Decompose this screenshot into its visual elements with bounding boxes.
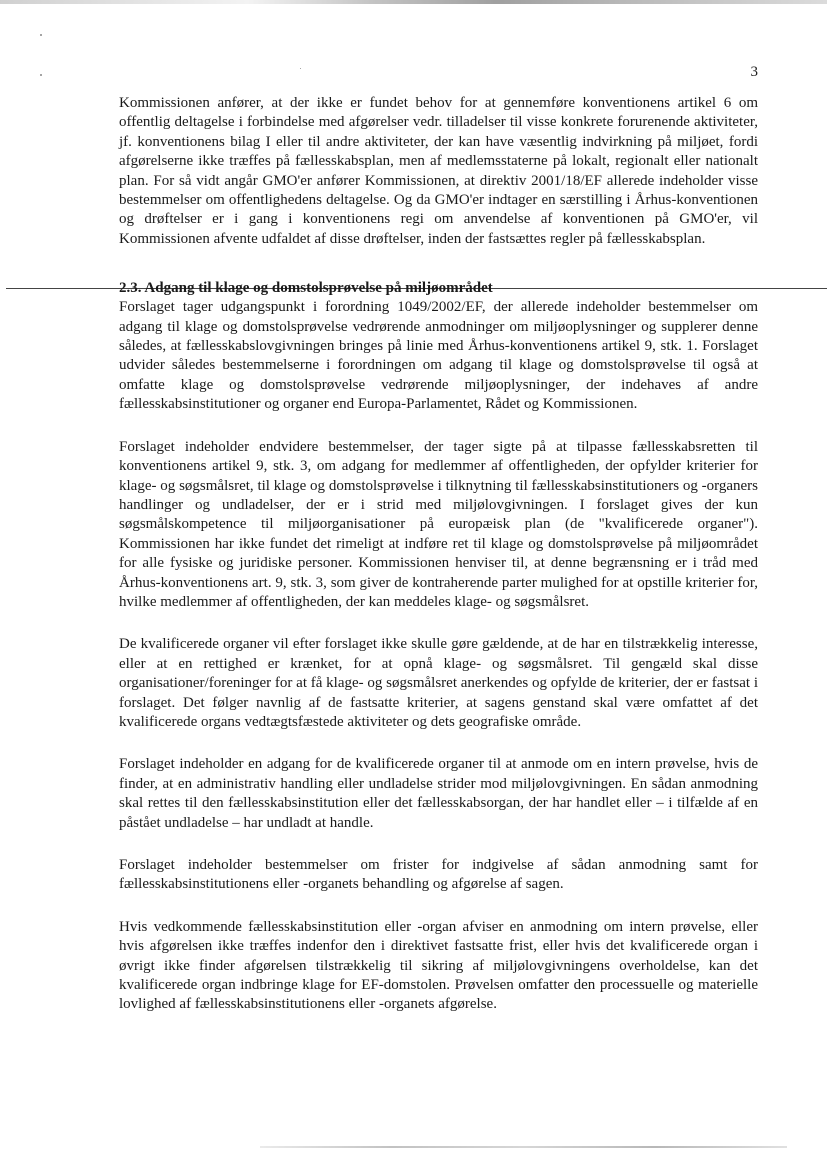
paragraph: De kvalificerede organer vil efter forslaget ikke skulle gøre gældende, at de har en tilstrækkelig interesse, eller at en rettighed er krænket, for at opnå klage- og søgsmålsret. Til gengæld skal disse organisationer/foreninger for at få klage- og søgsmålsret anerkendes og opfylde de kriterier, der er fastsat i forslaget. Det følger navnlig af de fastsatte kriterier, at sagens genstand skal være omfattet af det kvalificerede organs vedtægtsfæstede aktiviteter og dets geografiske område. (119, 636, 758, 730)
scan-edge-top (0, 0, 827, 4)
scan-speck (40, 34, 42, 36)
document-body (119, 94, 758, 1038)
paragraph: Forslaget indeholder bestemmelser om frister for indgivelse af sådan anmodning samt for fællesskabsinstitutionens eller -organets behandling og afgørelse af sagen. (119, 857, 758, 893)
scan-speck (40, 74, 42, 76)
paragraph: Hvis vedkommende fællesskabsinstitution eller -organ afviser en anmodning om intern prøvelse, eller hvis afgørelsen ikke træffes indenfor den i direktivet fastsatte frist, eller hvis det kvalificerede organ i øvrigt ikke finder afgørelsen tilstrækkelig til sikring af miljølovgivningens overholdelse, kan det kvalificerede organ indbringe klage for EF-domstolen. Prøvelsen omfatter den processuelle og materielle lovlighed af fællesskabsinstitutionens eller -organets afgørelse. (119, 918, 758, 1013)
paragraph-gmo: Kommissionen anfører, at der ikke er fundet behov for at gennemføre konventionens artikel 6 om offentlig deltagelse i forbindelse med afgørelser vedr. tilladelser til visse konkrete forurenende aktiviteter, jf. konventionens bilag I eller til andre aktiviteter, der kan have væsentlig indvirkning på miljøet, fordi afgørelserne ikke træffes på fællesskabsplan, men af medlemsstaterne på lokalt, regionalt eller nationalt plan. For så vidt angår GMO'er anfører Kommissionen, at direktiv 2001/18/EF allerede indeholder visse bestemmelser om offentlighedens deltagelse. Og da GMO'er indtager en særstilling i Århus-konventionen og drøftelser er i gang i konventionens regi om anvendelse af konventionen på GMO'er, vil Kommissionen afvente udfaldet af disse drøftelser, inden der fastsættes regler på fællesskabsplan. (119, 95, 758, 247)
section-2-3 (119, 279, 758, 1015)
paragraph: Forslaget indeholder en adgang for de kvalificerede organer til at anmode om en intern prøvelse, hvis de finder, at en administrativ handling eller undladelse strider mod miljølovgivningen. En sådan anmodning skal rettes til den fællesskabsinstitution eller det fællesskabsorgan, der har handlet eller – i tilfælde af en påstået undladelse – har undladt at handle. (119, 756, 758, 831)
paragraph: Forslaget indeholder endvidere bestemmelser, der tager sigte på at tilpasse fællesskabsretten til konventionens artikel 9, stk. 3, om adgang for medlemmer af offentligheden, der opfylder kriterier for klage- og søgsmålsret, til klage og domstolsprøvelse i tilknytning til fællesskabsinstitutioners og -organers handlinger og undladelser, der er i strid med miljølovgivningen. I forslaget gives der kun søgsmålskompetence til miljøorganisationer på europæisk plan (de "kvalificerede organer"). Kommissionen har ikke fundet det rimeligt at indføre ret til klage og domstolsprøvelse på miljøområdet for alle fysiske og juridiske personer. Kommissionen henviser til, at denne begrænsning er i tråd med Århus-konventionens art. 9, stk. 3, som giver de kontraherende parter mulighed for at opstille kriterier for, hvilke medlemmer af offentligheden, der kan meddeles klage- og søgsmålsret. (119, 438, 758, 610)
section-heading (119, 279, 758, 298)
scan-edge-bottom (260, 1146, 787, 1148)
section-heading-text: 2.3. Adgang til klage og domstolsprøvelse på miljøområdet (119, 280, 493, 297)
page-number: 3 (750, 64, 758, 80)
scan-speck (300, 68, 301, 69)
paragraph: Forslaget tager udgangspunkt i forordning 1049/2002/EF, der allerede indeholder bestemmelser om adgang til klage og domstolsprøvelse vedrørende anmodninger om miljøoplysninger og supplerer denne således, at fællesskabslovgivningen bringes på linie med Århus-konventionens artikel 9, stk. 1. Forslaget udvider således bestemmelserne i forordningen om adgang til klage og domstolsprøvelse til også at omfatte klage og domstolsprøvelse vedrørende miljøoplysninger, der indehaves af andre fællesskabsinstitutioner og organer end Europa-Parlamentet, Rådet og Kommissionen. (119, 299, 758, 413)
